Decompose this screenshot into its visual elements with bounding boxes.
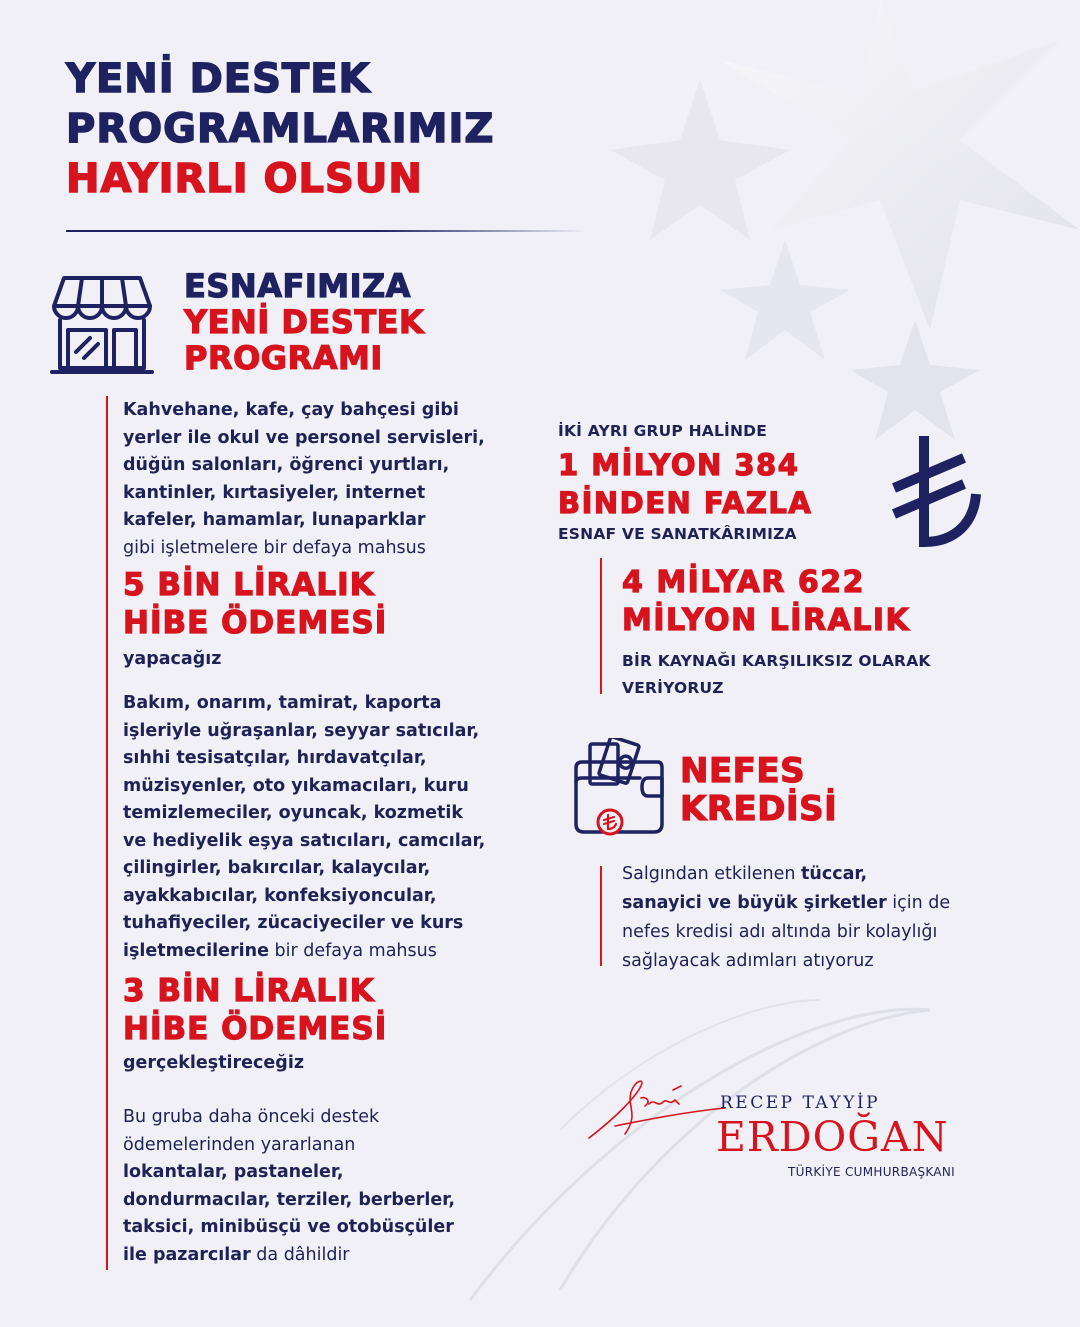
block2-line: tuhafiyeciler, zücaciyeciler ve kurs [123, 913, 464, 933]
block3-light-line: ödemelerinden yararlanan [123, 1134, 356, 1155]
block2-line: temizlemeciler, oyuncak, kozmetik [123, 803, 464, 823]
signature-name-top: RECEP TAYYİP [720, 1093, 881, 1113]
block3-last-bold: ile pazarcılar [123, 1244, 251, 1265]
nefes-para-line: sağlayacak adımları atıyoruz [622, 951, 874, 971]
main-title [66, 54, 494, 204]
stats-count-line-2: BİNDEN FAZLA [558, 486, 813, 520]
block2-last-bold: işletmecilerine [123, 940, 269, 961]
block1-amount-line-2: HİBE ÖDEMESİ [123, 605, 388, 641]
stats-count [558, 446, 812, 522]
right-accent-bar-1 [600, 558, 602, 694]
block1-after: yapacağız [123, 649, 222, 669]
star-shape [720, 240, 850, 360]
nefes-paragraph [622, 860, 1042, 976]
signature-role: TÜRKİYE CUMHURBAŞKANI [788, 1165, 955, 1179]
block3-last-light: da dâhildir [250, 1244, 350, 1265]
block3-light-line: Bu gruba daha önceki destek [123, 1107, 380, 1127]
stats-count-caption: ESNAF VE SANATKÂRIMIZA [558, 525, 797, 543]
block3-bold-line: dondurmacılar, terziler, berberler, [123, 1189, 455, 1210]
block1-text [123, 397, 523, 562]
stats-count-line-1: 1 MİLYON 384 [558, 448, 800, 482]
left-accent-bar [106, 396, 108, 1270]
stats-money-caption-line-2: VERİYORUZ [622, 679, 724, 697]
block2-amount-line-1: 3 BİN LİRALIK [123, 973, 375, 1009]
esnaf-heading-line-1: ESNAFIMIZA [184, 267, 411, 305]
nefes-heading-line-2: KREDİSİ [680, 789, 838, 829]
nefes-para-light: Salgından etkilenen [622, 864, 802, 884]
title-line-1: YENİ DESTEK [66, 56, 371, 102]
block3-text [123, 1104, 543, 1269]
nefes-para-light: için de [886, 893, 951, 913]
stats-money-line-1: 4 MİLYAR 622 [622, 565, 866, 600]
title-divider [66, 230, 586, 232]
esnaf-heading-line-3: PROGRAMI [184, 339, 383, 377]
block3-bold-line: lokantalar, pastaneler, [123, 1162, 344, 1182]
block2-line: ve hediyelik eşya satıcıları, camcılar, [123, 830, 486, 851]
block2-line: müzisyenler, oto yıkamacıları, kuru [123, 775, 469, 796]
stats-top-caption: İKİ AYRI GRUP HALİNDE [558, 422, 768, 440]
star-shape [850, 320, 980, 440]
nefes-heading-line-1: NEFES [680, 751, 806, 791]
block1-line: düğün salonları, öğrenci yurtları, [123, 455, 450, 475]
block3-bold-line: taksici, minibüsçü ve otobüsçüler [123, 1217, 454, 1237]
nefes-para-bold: tüccar, [801, 864, 868, 884]
block2-text [123, 690, 523, 965]
block1-line: yerler ile okul ve personel servisleri, [123, 427, 485, 448]
block1-line: kantinler, kırtasiyeler, internet [123, 482, 426, 503]
block2-amount [123, 972, 387, 1048]
stats-money-line-2: MİLYON LİRALIK [622, 603, 911, 638]
star-shape [610, 80, 790, 240]
title-line-3: HAYIRLI OLSUN [66, 156, 423, 202]
turkish-lira-icon [886, 432, 986, 552]
block2-line: Bakım, onarım, tamirat, kaporta [123, 693, 442, 713]
block2-line: çilingirler, bakırcılar, kalaycılar, [123, 858, 431, 878]
stats-money [622, 564, 910, 640]
block2-amount-line-2: HİBE ÖDEMESİ [123, 1011, 388, 1047]
block2-line: işleriyle uğraşanlar, seyyar satıcılar, [123, 720, 480, 741]
nefes-para-line: nefes kredisi adı altında bir kolaylığı [622, 922, 938, 942]
storefront-icon [50, 272, 154, 376]
block2-line: ayakkabıcılar, konfeksiyoncular, [123, 885, 437, 906]
block1-tail: gibi işletmelere bir defaya mahsus [123, 537, 426, 558]
signature-name-big: ERDOĞAN [716, 1113, 949, 1161]
block2-after: gerçekleştireceğiz [123, 1053, 305, 1073]
title-line-2: PROGRAMLARIMIZ [66, 106, 495, 152]
block2-last-light: bir defaya mahsus [268, 940, 437, 961]
block1-amount-line-1: 5 BİN LİRALIK [123, 567, 375, 603]
block1-line: Kahvehane, kafe, çay bahçesi gibi [123, 400, 459, 420]
block1-amount [123, 566, 387, 642]
stats-money-caption-line-1: BİR KAYNAĞI KARŞILIKSIZ OLARAK [622, 652, 931, 670]
stats-money-caption [622, 648, 931, 702]
esnaf-heading [184, 268, 424, 376]
nefes-para-bold: sanayici ve büyük şirketler [622, 893, 887, 913]
wallet-icon [570, 738, 666, 838]
block2-line: sıhhi tesisatçılar, hırdavatçılar, [123, 748, 427, 768]
handwritten-signature [585, 1068, 735, 1158]
right-accent-bar-2 [600, 866, 602, 966]
block1-line: kafeler, hamamlar, lunaparklar [123, 510, 426, 530]
nefes-heading [680, 752, 837, 828]
esnaf-heading-line-2: YENİ DESTEK [184, 303, 425, 341]
